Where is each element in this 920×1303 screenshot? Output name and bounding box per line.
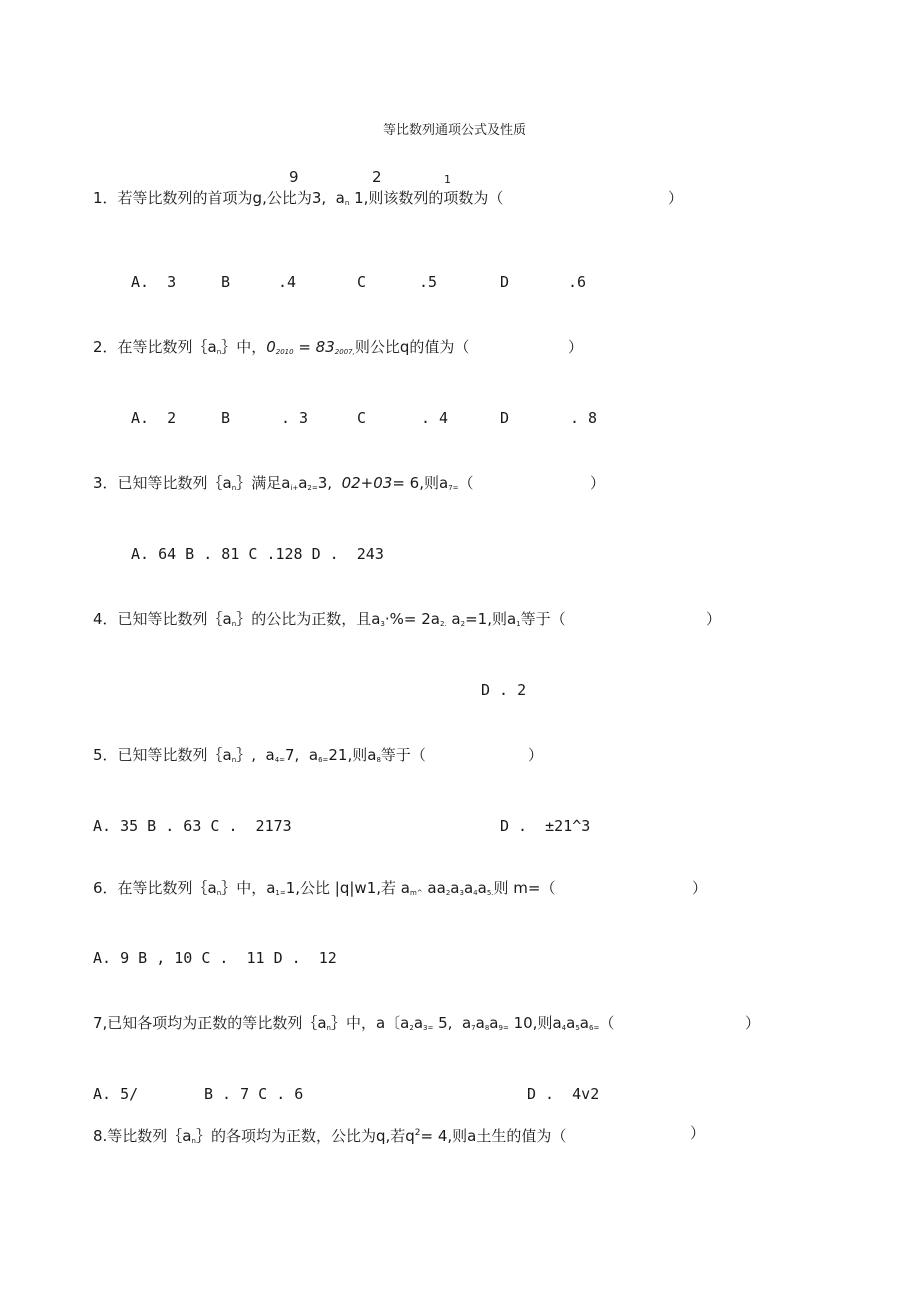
- q1-option-b-value: .4: [278, 273, 297, 291]
- q2-close-paren: ）: [568, 338, 584, 356]
- q2-option-d-label: D: [500, 409, 510, 427]
- q7-option-a: A. 5/: [93, 1085, 139, 1103]
- q2-option-d-value: . 8: [570, 409, 598, 427]
- q6-options: A. 9 B , 10 C . 11 D . 12: [93, 949, 337, 967]
- q6-close-paren: ）: [692, 879, 708, 897]
- q8-close-paren: ）: [690, 1124, 706, 1142]
- q2-stem: 2．在等比数列$\{a_n\}$中，$0_{2010} = 83_{2007,}$则公比q的值为（: [93, 338, 470, 356]
- q6-stem: 6．在等比数列$\{a_n\}$中，$a_{1=}1$,公比 |q|w1,若 $a_{m\^{}}$ $aa_2a_3a_4a_{5.}$则 m=（: [93, 879, 556, 897]
- q2-option-b-label: B: [221, 409, 231, 427]
- q2-option-c-value: . 4: [421, 409, 449, 427]
- q7-close-paren: ）: [745, 1014, 761, 1032]
- q2-option-b-value: . 3: [281, 409, 309, 427]
- q1-option-b-label: B: [221, 273, 231, 291]
- q8-stem: 8.等比数列$\{a_n\}$的各项均为正数，公比为q,若$q^2= 4$,则a土生的值为（: [93, 1127, 567, 1145]
- q7-stem: 7,已知各项均为正数的等比数列$\{a_n\}$中，a〔$a_2a_{3=}$ 5, $a_7a_8a_{9=}$ 10,则$a_4a_5a_{6=}$（: [93, 1014, 615, 1032]
- q1-superscript-1: 1: [444, 173, 451, 186]
- q3-stem: 3．已知等比数列$\{a_n\}$满足$a_{i+}a_{2=}3$, 02+03= 6,则$a_{7=}$（: [93, 474, 474, 492]
- page-title: 等比数列通项公式及性质: [383, 123, 527, 138]
- q5-option-d: D . ±21^3: [500, 817, 591, 835]
- q2-option-a: A. 2: [131, 409, 177, 427]
- q1-superscript-2: 2: [372, 168, 382, 186]
- q1-stem: 1．若等比数列的首项为g,公比为3, $a_n$ 1,则该数列的项数为（: [93, 189, 504, 207]
- q1-superscript-9: 9: [289, 168, 299, 186]
- q1-option-d-value: .6: [568, 273, 587, 291]
- q1-option-d-label: D: [500, 273, 510, 291]
- q4-close-paren: ）: [706, 610, 722, 628]
- q1-option-a: A. 3: [131, 273, 177, 291]
- q5-close-paren: ）: [528, 746, 544, 764]
- q1-option-c-value: .5: [419, 273, 438, 291]
- q4-option-d: D . 2: [481, 681, 527, 699]
- q5-options-abc: A. 35 B . 63 C . 2173: [93, 817, 292, 835]
- q3-close-paren: ）: [590, 474, 606, 492]
- q4-stem: 4．已知等比数列$\{a_n\}$的公比为正数，且$a_3\cdot\%= 2a_{2.}$ $a_2=1$,则$a_1$等于（: [93, 610, 566, 628]
- q7-options-bc: B . 7 C . 6: [204, 1085, 304, 1103]
- q1-close-paren: ）: [668, 189, 684, 207]
- q2-option-c-label: C: [357, 409, 367, 427]
- q7-option-d: D . 4v2: [527, 1085, 600, 1103]
- q5-stem: 5．已知等比数列$\{a_n\}$, $a_{4=}7$, $a_{6=}21$,则$a_8$等于（: [93, 746, 426, 764]
- q3-options: A. 64 B . 81 C .128 D . 243: [131, 545, 384, 563]
- q1-option-c-label: C: [357, 273, 367, 291]
